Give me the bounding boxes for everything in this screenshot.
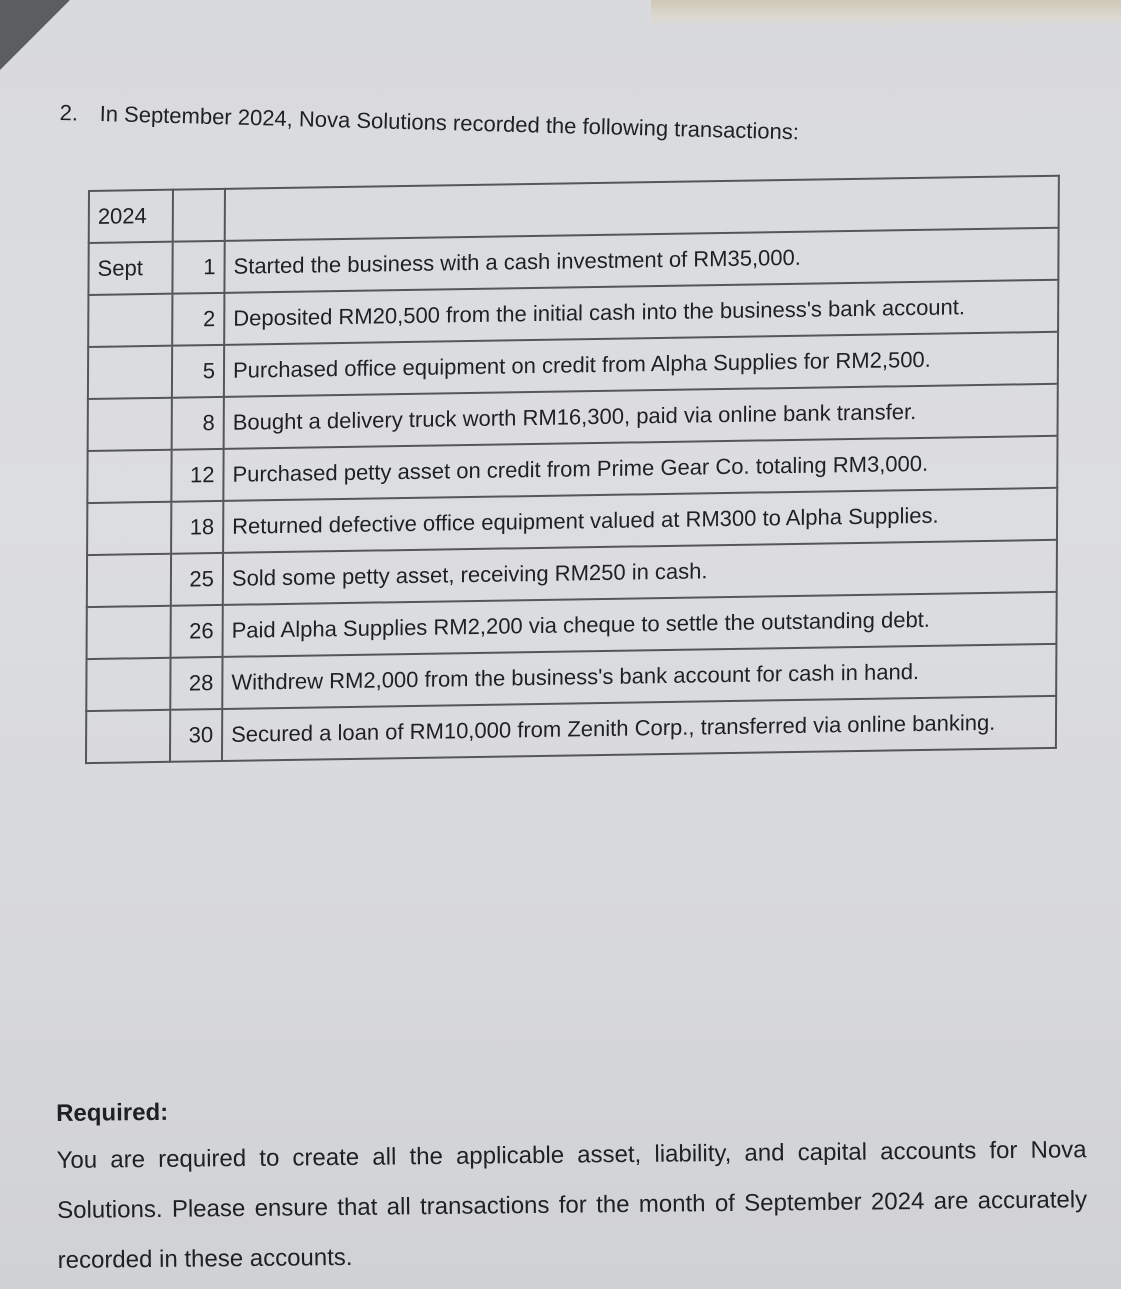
transaction-description: Bought a delivery truck worth RM16,300, paid via online bank transfer. bbox=[224, 384, 1058, 449]
question-text: In September 2024, Nova Solutions recorded the following transactions: bbox=[99, 101, 800, 145]
day-cell: 8 bbox=[172, 397, 224, 450]
year-cell: 2024 bbox=[89, 190, 173, 243]
empty-cell bbox=[88, 294, 172, 347]
transaction-description: Purchased office equipment on credit from Alpha Supplies for RM2,500. bbox=[224, 332, 1058, 397]
day-cell: 30 bbox=[170, 709, 222, 762]
empty-cell bbox=[87, 606, 171, 659]
transactions-table bbox=[85, 175, 1060, 764]
empty-cell bbox=[87, 502, 171, 555]
empty-cell bbox=[86, 658, 170, 711]
transaction-description: Started the business with a cash investment of RM35,000. bbox=[224, 228, 1058, 293]
empty-cell bbox=[88, 398, 172, 451]
required-text: You are required to create all the applicable asset, liability, and capital accounts for Nova Solutions. Please ensure that all transactions for the month of September 2024 are accurately recorded in these accounts. bbox=[56, 1136, 1088, 1274]
day-cell: 12 bbox=[171, 449, 223, 502]
transactions-table-wrapper bbox=[85, 175, 1058, 764]
required-section bbox=[56, 1089, 1088, 1286]
required-heading: Required: bbox=[56, 1098, 169, 1127]
day-cell: 2 bbox=[172, 293, 224, 346]
question-number: 2. bbox=[59, 100, 79, 126]
day-cell: 1 bbox=[172, 241, 224, 294]
transaction-description: Deposited RM20,500 from the initial cash into the business's bank account. bbox=[224, 280, 1058, 345]
empty-cell bbox=[87, 554, 171, 607]
transaction-description: Secured a loan of RM10,000 from Zenith Corp., transferred via online banking. bbox=[222, 696, 1056, 761]
month-cell: Sept bbox=[88, 242, 172, 295]
transaction-description: Paid Alpha Supplies RM2,200 via cheque to settle the outstanding debt. bbox=[223, 592, 1057, 657]
empty-cell bbox=[173, 189, 225, 242]
empty-cell bbox=[88, 346, 172, 399]
day-cell: 18 bbox=[171, 501, 223, 554]
day-cell: 25 bbox=[171, 553, 223, 606]
transaction-description: Purchased petty asset on credit from Prime Gear Co. totaling RM3,000. bbox=[223, 436, 1057, 501]
transaction-description: Sold some petty asset, receiving RM250 in cash. bbox=[223, 540, 1057, 605]
transaction-description: Withdrew RM2,000 from the business's bank account for cash in hand. bbox=[222, 644, 1056, 709]
day-cell: 26 bbox=[171, 605, 223, 658]
empty-cell bbox=[86, 710, 170, 763]
day-cell: 5 bbox=[172, 345, 224, 398]
empty-cell bbox=[87, 450, 171, 503]
transaction-description: Returned defective office equipment valued at RM300 to Alpha Supplies. bbox=[223, 488, 1057, 553]
question-heading bbox=[59, 100, 799, 145]
day-cell: 28 bbox=[170, 657, 222, 710]
